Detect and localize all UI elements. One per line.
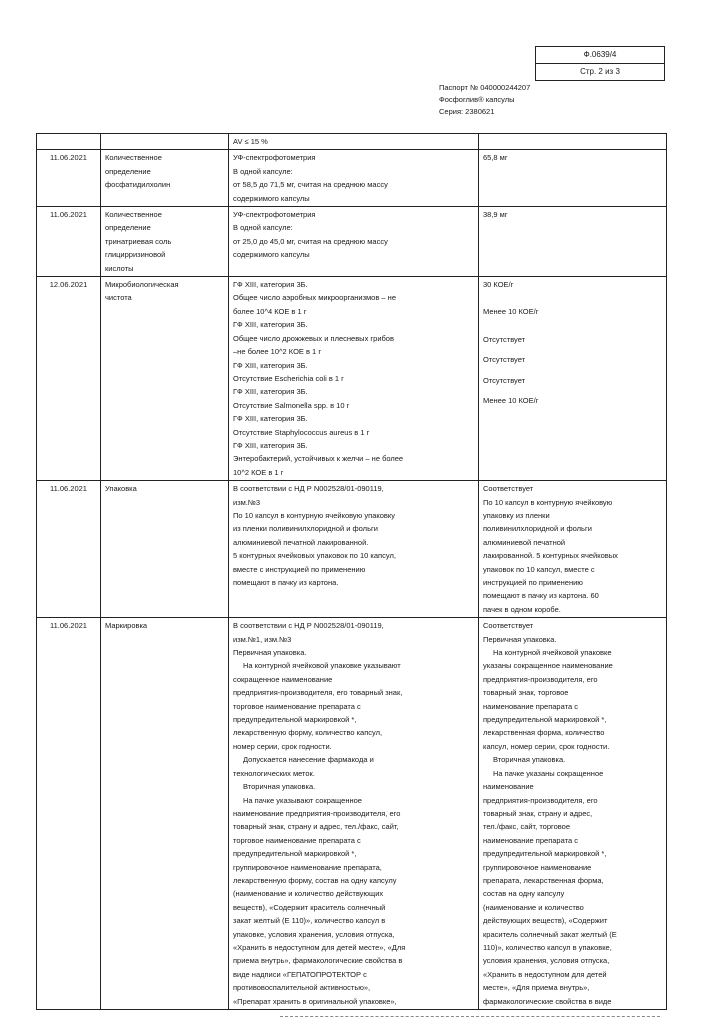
method-line: УФ-спектрофотометрия bbox=[233, 153, 316, 163]
cell-method bbox=[229, 207, 479, 277]
method-line: алюминиевой печатной лакированной. bbox=[233, 537, 369, 547]
test-line: определение bbox=[105, 223, 151, 233]
spacer bbox=[483, 367, 662, 374]
method-line: ГФ XIII, категория 3Б. bbox=[233, 387, 308, 397]
spacer bbox=[483, 387, 662, 394]
passport-block bbox=[439, 82, 530, 118]
result-line: действующих веществ), «Содержит bbox=[483, 916, 608, 926]
result-line: пачек в одном коробе. bbox=[483, 604, 561, 614]
result-line: условия хранения, условия отпуска, bbox=[483, 956, 610, 966]
result-line: инструкцией по применению bbox=[483, 578, 583, 587]
method-line: товарный знак, страну и адрес, тел./факс, сайт, bbox=[233, 822, 399, 832]
method-line: Отсутствие Escherichia coli в 1 г bbox=[233, 373, 344, 383]
result-line: 30 КОЕ/г bbox=[483, 280, 514, 290]
result-line: 110)», количество капсул в упаковке, bbox=[483, 942, 612, 952]
method-line: наименование предприятия-производителя, его bbox=[233, 808, 401, 818]
result-line: помещают в пачку из картона. 60 bbox=[483, 591, 599, 601]
method-line: 10^2 КОЕ в 1 г bbox=[233, 467, 284, 477]
cell-method bbox=[229, 618, 479, 1010]
method-line: противовоспалительной активностью», bbox=[233, 983, 371, 993]
cell-result bbox=[479, 150, 667, 207]
page-number: Стр. 2 из 3 bbox=[536, 63, 664, 80]
method-line: ГФ XIII, категория 3Б. bbox=[233, 320, 308, 330]
test-line: фосфатидилхолин bbox=[105, 180, 171, 190]
series-number: Серия: 2380621 bbox=[439, 107, 495, 116]
method-line: Общее число дрожжевых и плесневых грибов bbox=[233, 333, 394, 343]
method-line: Энтеробактерий, устойчивых к желчи – не более bbox=[233, 454, 404, 464]
cell-date: 11.06.2021 bbox=[37, 618, 101, 1010]
method-line: сокращенное наименование bbox=[233, 674, 333, 684]
spacer bbox=[483, 326, 662, 333]
test-line: кислоты bbox=[105, 263, 134, 273]
test-line: определение bbox=[105, 166, 151, 176]
cell-method: AV ≤ 15 % bbox=[229, 134, 479, 150]
test-line: глицирризиновой bbox=[105, 250, 166, 260]
result-line: группировочное наименование bbox=[483, 862, 592, 872]
test-line: Упаковка bbox=[105, 484, 137, 494]
form-code: Ф.0639/4 bbox=[583, 50, 617, 59]
result-line: лакированной. 5 контурных ячейковых bbox=[483, 551, 618, 561]
result-line: месте», «Для приема внутрь», bbox=[483, 983, 590, 993]
method-line: ГФ XIII, категория 3Б. bbox=[233, 440, 308, 450]
table-row bbox=[37, 481, 667, 618]
result-line: Отсутствует bbox=[483, 334, 526, 344]
cell-date bbox=[37, 134, 101, 150]
cell-test bbox=[101, 207, 229, 277]
result-line: упаковок по 10 капсул, вместе с bbox=[483, 564, 595, 574]
result-line: Соответствует bbox=[483, 484, 534, 494]
result-line: По 10 капсул в контурную ячейковую bbox=[483, 497, 613, 507]
result-line: На контурной ячейковой упаковке bbox=[493, 648, 612, 658]
method-line: На контурной ячейковой упаковке указывают bbox=[243, 661, 401, 671]
method-line: предупредительной маркировкой *, bbox=[233, 715, 357, 725]
result-line: «Хранить в недоступном для детей bbox=[483, 969, 607, 979]
method-line: упаковке, условия хранения, условия отпуска, bbox=[233, 929, 395, 939]
result-line: На пачке указаны сокращенное bbox=[493, 768, 604, 778]
result-line: указаны сокращенное наименование bbox=[483, 661, 613, 671]
cell-method bbox=[229, 150, 479, 207]
cell-test bbox=[101, 481, 229, 618]
result-line: Менее 10 КОЕ/г bbox=[483, 396, 539, 406]
test-line: Количественное bbox=[105, 153, 162, 163]
table-row bbox=[37, 207, 667, 277]
result-line: лекарственная форма, количество bbox=[483, 728, 605, 738]
result-line: наименование препарата с bbox=[483, 835, 578, 845]
result-line: предприятия-производителя, его bbox=[483, 795, 598, 805]
cell-method bbox=[229, 481, 479, 618]
result-line: наименование препарата с bbox=[483, 701, 578, 711]
cell-test bbox=[101, 134, 229, 150]
result-line: предупредительной маркировкой *, bbox=[483, 849, 607, 859]
method-line: из пленки поливинилхлоридной и фольги bbox=[233, 524, 378, 534]
test-line: Микробиологическая bbox=[105, 280, 179, 290]
cell-test bbox=[101, 150, 229, 207]
method-line: 5 контурных ячейковых упаковок по 10 капсул, bbox=[233, 551, 396, 561]
method-line: лекарственную форму, состав на одну капсулу bbox=[233, 875, 397, 885]
test-line: чистота bbox=[105, 293, 132, 303]
result-line: Отсутствует bbox=[483, 375, 526, 385]
spacer bbox=[483, 319, 662, 326]
method-line: предприятия-производителя, его товарный знак, bbox=[233, 688, 403, 698]
result-line: (наименование и количество bbox=[483, 902, 584, 912]
method-line: Отсутствие Salmonella spp. в 10 г bbox=[233, 400, 350, 410]
method-line: помещают в пачку из картона. bbox=[233, 578, 339, 587]
method-line: Отсутствие Staphylococcus aureus в 1 г bbox=[233, 427, 370, 437]
cell-test bbox=[101, 618, 229, 1010]
table-row bbox=[37, 277, 667, 481]
result-line: наименование bbox=[483, 782, 534, 792]
result-line: краситель солнечный закат желтый (Е bbox=[483, 929, 617, 939]
result-line: товарный знак, страну и адрес, bbox=[483, 808, 593, 818]
cell-date: 11.06.2021 bbox=[37, 481, 101, 618]
method-line: закат желтый (Е 110)», количество капсул в bbox=[233, 916, 386, 926]
result-line: препарата, лекарственная форма, bbox=[483, 875, 604, 885]
cell-result bbox=[479, 134, 667, 150]
page-bottom-divider bbox=[280, 1016, 660, 1017]
method-line: Допускается нанесение фармакода и bbox=[243, 755, 374, 765]
method-line: группировочное наименование препарата, bbox=[233, 862, 382, 872]
spacer bbox=[483, 346, 662, 353]
cell-result bbox=[479, 277, 667, 481]
table-row bbox=[37, 618, 667, 1010]
cell-date: 11.06.2021 bbox=[37, 150, 101, 207]
result-line: предупредительной маркировкой *, bbox=[483, 715, 607, 725]
result-line: товарный знак, торговое bbox=[483, 688, 569, 698]
cell-method bbox=[229, 277, 479, 481]
method-line: торговое наименование препарата с bbox=[233, 701, 361, 711]
method-line: В соответствии с НД Р N002528/01-090119, bbox=[233, 484, 384, 494]
method-line: вместе с инструкцией по применению bbox=[233, 564, 366, 574]
method-line: изм.№3 bbox=[233, 497, 261, 507]
result-line: поливинилхлоридной и фольги bbox=[483, 524, 592, 534]
method-line: Первичная упаковка. bbox=[233, 648, 307, 658]
method-line: В одной капсуле: bbox=[233, 223, 293, 233]
method-line: веществ), «Содержит краситель солнечный bbox=[233, 902, 386, 912]
method-line: от 58,5 до 71,5 мг, считая на среднюю массу bbox=[233, 180, 388, 190]
product-name: Фосфоглив® капсулы bbox=[439, 95, 515, 104]
method-line: предупредительной маркировкой *, bbox=[233, 849, 357, 859]
method-line: технологических меток. bbox=[233, 768, 315, 778]
cell-result bbox=[479, 207, 667, 277]
result-line: капсул, номер серии, срок годности. bbox=[483, 741, 610, 751]
table-row bbox=[37, 150, 667, 207]
cell-result bbox=[479, 481, 667, 618]
method-line: более 10^4 КОЕ в 1 г bbox=[233, 306, 307, 316]
method-line: На пачке указывают сокращенное bbox=[243, 795, 362, 805]
method-line: приема внутрь», фармакологические свойства в bbox=[233, 956, 403, 966]
method-line: УФ-спектрофотометрия bbox=[233, 210, 316, 220]
method-line: ГФ XIII, категория 3Б. bbox=[233, 414, 308, 424]
spacer bbox=[483, 291, 662, 298]
result-line: Первичная упаковка. bbox=[483, 634, 557, 644]
method-line: (наименование и количество действующих bbox=[233, 889, 384, 899]
method-line: изм.№1, изм.№3 bbox=[233, 634, 292, 644]
result-line: Отсутствует bbox=[483, 355, 526, 365]
method-line: –не более 10^2 КОЕ в 1 г bbox=[233, 347, 322, 357]
method-line: В соответствии с НД Р N002528/01-090119, bbox=[233, 621, 384, 631]
method-line: содержимого капсулы bbox=[233, 250, 310, 260]
result-line: Соответствует bbox=[483, 621, 534, 631]
test-line: тринатриевая соль bbox=[105, 236, 172, 246]
method-line: ГФ XIII, категория 3Б. bbox=[233, 360, 308, 370]
result-line: алюминиевой печатной bbox=[483, 537, 566, 547]
result-line: 38,9 мг bbox=[483, 210, 508, 220]
spacer bbox=[483, 298, 662, 305]
result-line: состав на одну капсулу bbox=[483, 889, 565, 899]
method-line: Вторичная упаковка. bbox=[243, 782, 316, 792]
result-line: 65,8 мг bbox=[483, 153, 508, 163]
method-line: торговое наименование препарата с bbox=[233, 835, 361, 845]
method-line: «Хранить в недоступном для детей месте», «Для bbox=[233, 942, 406, 952]
result-line: упаковку из пленки bbox=[483, 510, 550, 520]
method-line: «Препарат хранить в оригинальной упаковке», bbox=[233, 996, 397, 1006]
method-line: ГФ XIII, категория 3Б. bbox=[233, 280, 308, 290]
method-line: содержимого капсулы bbox=[233, 193, 310, 203]
result-line: предприятия-производителя, его bbox=[483, 674, 598, 684]
analysis-table bbox=[36, 133, 667, 1010]
test-line: Маркировка bbox=[105, 621, 148, 631]
result-line: Менее 10 КОЕ/г bbox=[483, 307, 539, 317]
table-row-top bbox=[37, 134, 667, 150]
method-line: Общее число аэробных микроорганизмов – не bbox=[233, 293, 396, 303]
cell-date: 11.06.2021 bbox=[37, 207, 101, 277]
cell-result bbox=[479, 618, 667, 1010]
method-line: от 25,0 до 45,0 мг, считая на среднюю массу bbox=[233, 236, 388, 246]
passport-number: Паспорт № 040000244207 bbox=[439, 83, 531, 92]
method-line: виде надписи «ГЕПАТОПРОТЕКТОР с bbox=[233, 969, 367, 979]
result-line: фармакологические свойства в виде bbox=[483, 996, 612, 1006]
cell-date: 12.06.2021 bbox=[37, 277, 101, 481]
cell-test bbox=[101, 277, 229, 481]
result-line: тел./факс, сайт, торговое bbox=[483, 822, 571, 832]
method-line: номер серии, срок годности. bbox=[233, 741, 332, 751]
method-line: В одной капсуле: bbox=[233, 166, 293, 176]
method-line: По 10 капсул в контурную ячейковую упаковку bbox=[233, 510, 396, 520]
result-line: Вторичная упаковка. bbox=[493, 755, 566, 765]
method-line: лекарственную форму, количество капсул, bbox=[233, 728, 383, 738]
test-line: Количественное bbox=[105, 210, 162, 220]
form-code-box bbox=[535, 46, 665, 81]
